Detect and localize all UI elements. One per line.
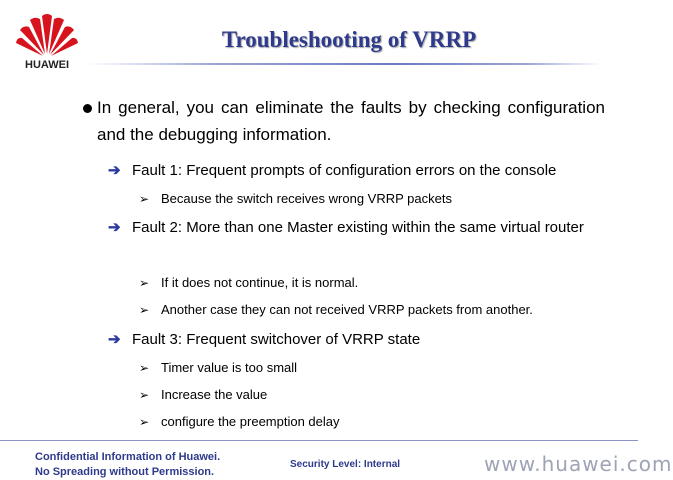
fault-sub-item	[139, 300, 609, 320]
confidential-line-2: No Spreading without Permission.	[35, 466, 215, 478]
fault-label: Fault 1: Frequent prompts of configuration errors on the console	[132, 162, 557, 179]
chevron-right-icon: ➢	[139, 276, 150, 290]
footer-url: www.huawei.com	[484, 452, 673, 476]
fault-label: Fault 3: Frequent switchover of VRRP state	[132, 331, 421, 348]
fault-label: Fault 2: More than one Master existing within the same virtual router	[132, 219, 584, 236]
chevron-right-icon: ➢	[139, 192, 150, 206]
chevron-right-icon: ➢	[139, 361, 150, 375]
fault-sub-text: Because the switch receives wrong VRRP packets	[161, 191, 452, 206]
intro-bullet	[69, 94, 605, 148]
logo-wordmark: HUAWEI	[25, 59, 69, 71]
chevron-right-icon: ➢	[139, 303, 150, 317]
security-level: Security Level: Internal	[290, 459, 401, 470]
fault-sub-item	[139, 273, 609, 293]
right-arrow-icon: ➔	[108, 331, 121, 348]
fault-item	[108, 214, 605, 241]
right-arrow-icon: ➔	[108, 219, 121, 236]
page-title: Troubleshooting of VRRP	[221, 27, 477, 52]
fault-item	[108, 157, 605, 184]
fault-sub-text: Another case they can not received VRRP packets from another.	[161, 302, 533, 317]
fault-sub-text: Timer value is too small	[161, 360, 298, 375]
fault-sub-text: configure the preemption delay	[161, 414, 340, 429]
title-divider	[88, 63, 602, 65]
fault-sub-text: Increase the value	[161, 387, 268, 402]
fault-sub-item	[139, 412, 609, 432]
fault-sub-item	[139, 385, 609, 405]
confidential-notice	[35, 450, 220, 480]
chevron-right-icon: ➢	[139, 388, 150, 402]
bullet-dot-icon	[83, 104, 92, 113]
footer-divider	[0, 440, 638, 441]
fault-item	[108, 326, 605, 353]
right-arrow-icon: ➔	[108, 162, 121, 179]
confidential-line-1: Confidential Information of Huawei.	[35, 451, 221, 463]
intro-text: In general, you can eliminate the faults by checking configuration and the debugging information.	[97, 98, 605, 144]
fault-sub-text: If it does not continue, it is normal.	[161, 275, 359, 290]
chevron-right-icon: ➢	[139, 415, 150, 429]
fault-sub-item	[139, 358, 609, 378]
fault-sub-item	[139, 189, 609, 209]
